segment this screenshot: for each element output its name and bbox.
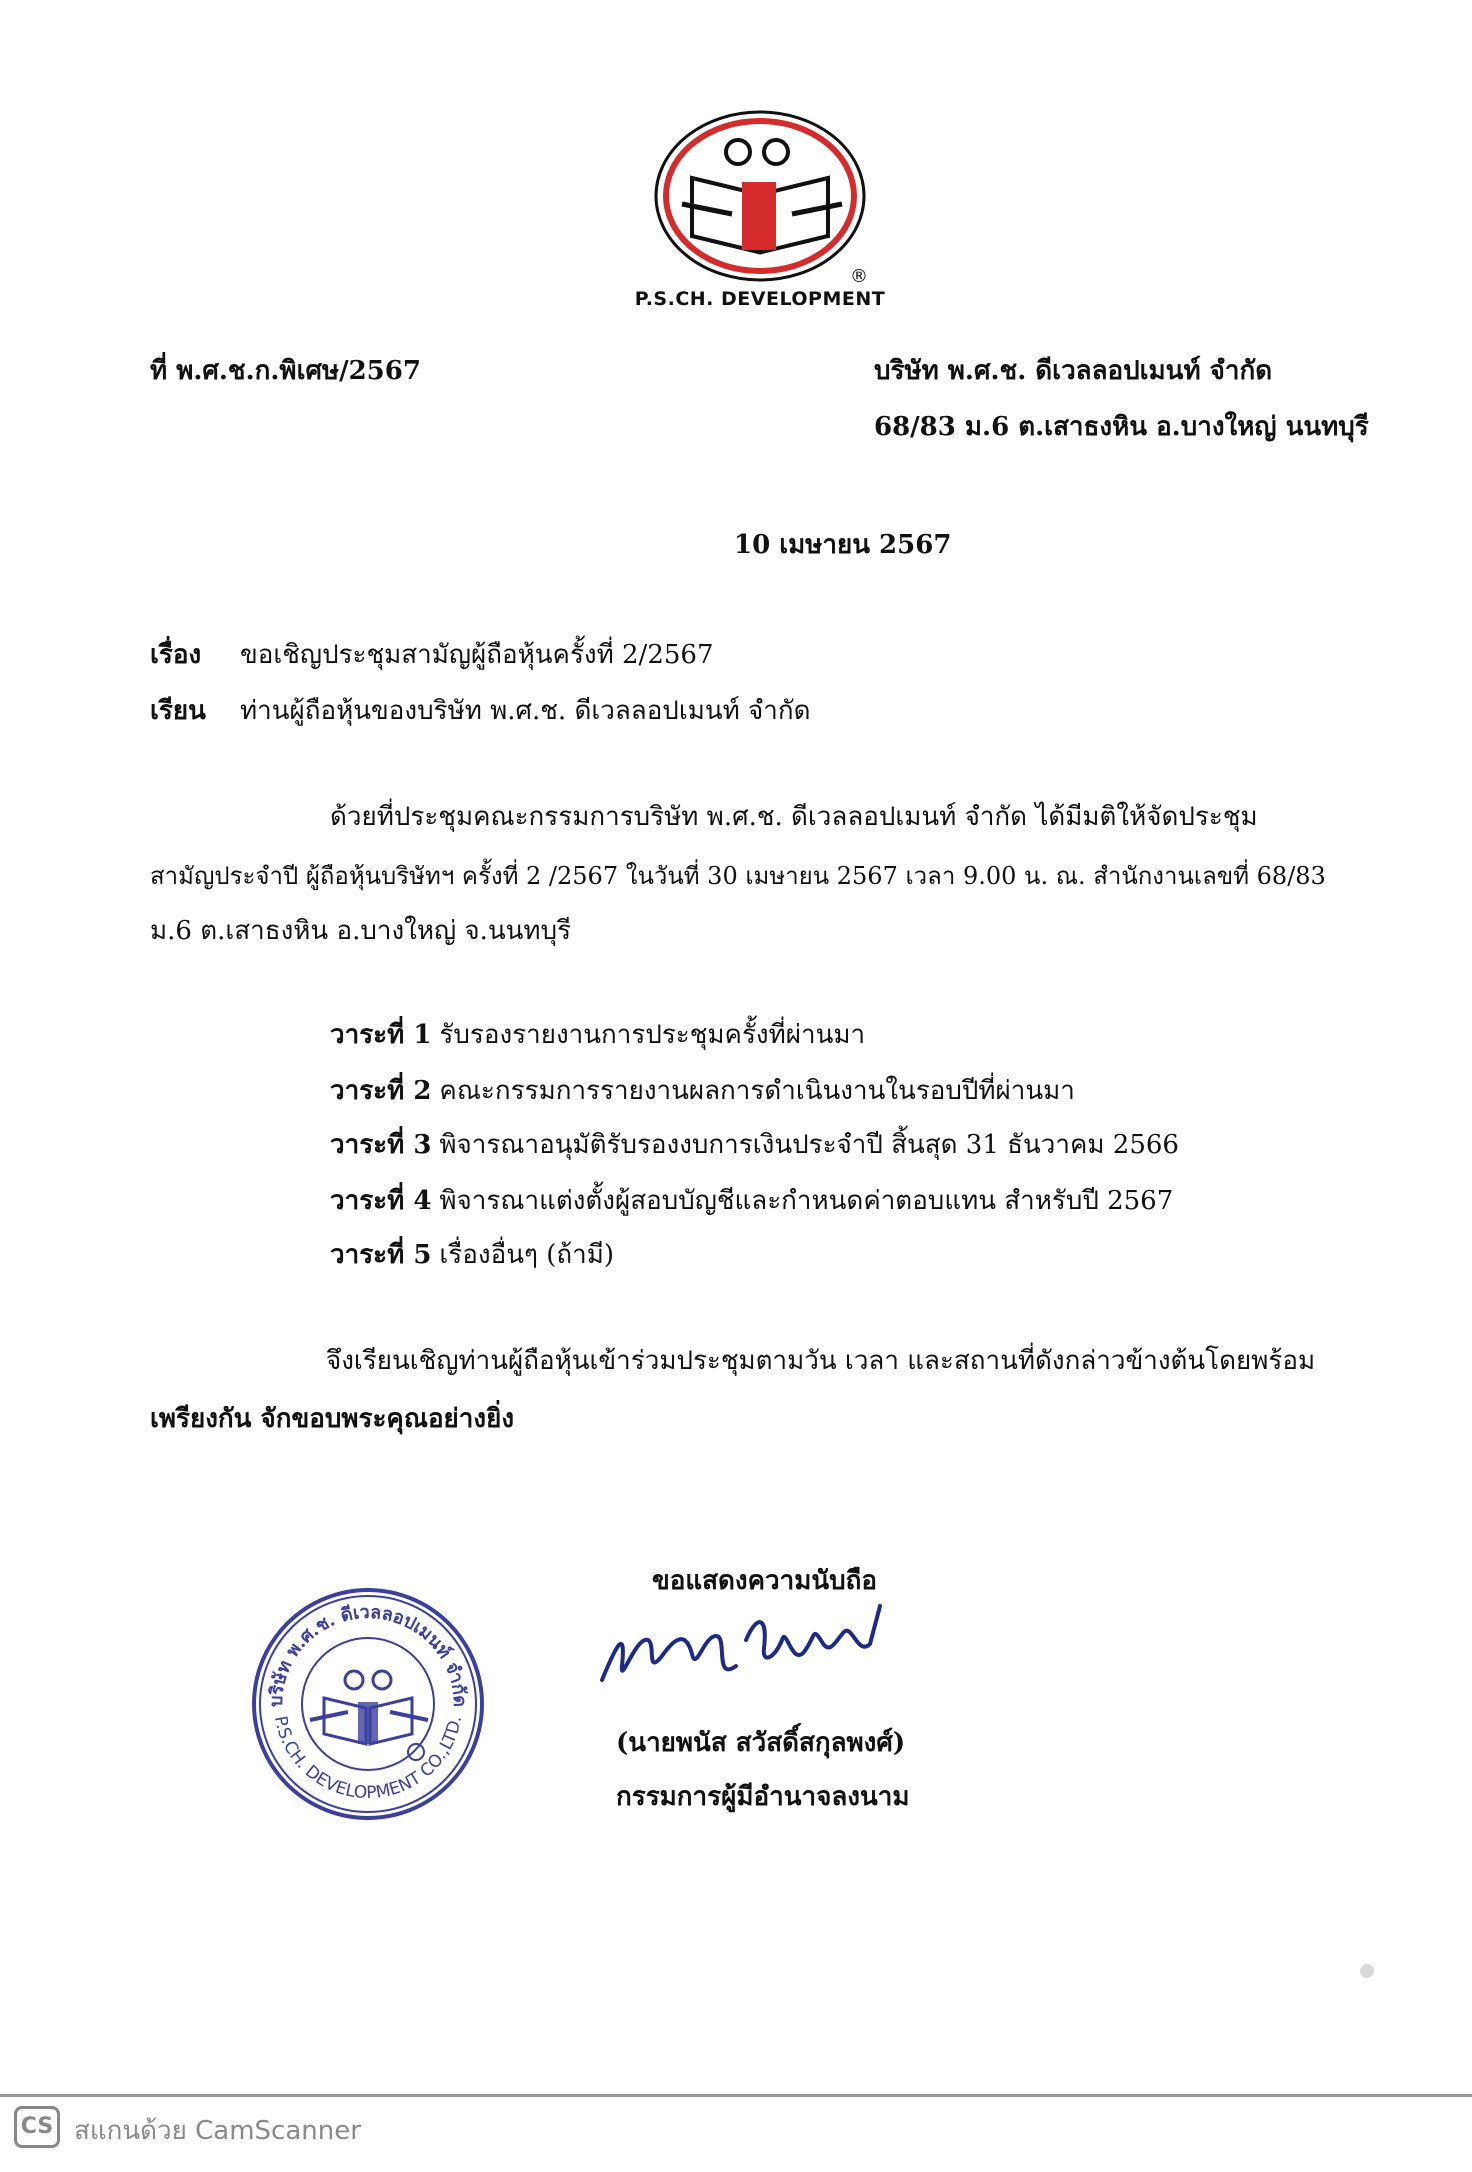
body-line-1: ด้วยที่ประชุมคณะกรรมการบริษัท พ.ศ.ช. ดีเวลลอปเมนท์ จำกัด ได้มีมติให้จัดประชุม [330, 802, 1258, 832]
signer-position: กรรมการผู้มีอำนาจลงนาม [616, 1782, 910, 1812]
handwritten-signature-icon [596, 1596, 886, 1706]
signature [596, 1596, 886, 1706]
reference-number: ที่ พ.ศ.ช.ก.พิเศษ/2567 [150, 356, 421, 386]
footer-divider [0, 2094, 1472, 2097]
body-line-2: สามัญประจำปี ผู้ถือหุ้นบริษัทฯ ครั้งที่ 2 /2567 ในวันที่ 30 เมษายน 2567 เวลา 9.00 น. ณ. สำนักงานเลขที่ 68/83 [150, 862, 1326, 890]
company-seal-stamp-icon [248, 1584, 488, 1824]
agenda-item [330, 1076, 1075, 1107]
agenda-item [330, 1240, 614, 1271]
closing-line-2: เพรียงกัน จักขอบพระคุณอย่างยิ่ง [150, 1404, 515, 1434]
camscanner-logo-icon: CS [14, 2106, 60, 2148]
company-name: บริษัท พ.ศ.ช. ดีเวลลอปเมนท์ จำกัด [874, 356, 1273, 386]
agenda-label: วาระที่ 5 [330, 1240, 432, 1270]
company-seal [248, 1584, 488, 1824]
camscanner-text: สแกนด้วย CamScanner [74, 2116, 361, 2146]
closing-line-1: จึงเรียนเชิญท่านผู้ถือหุ้นเข้าร่วมประชุมตามวัน เวลา และสถานที่ดังกล่าวข้างต้นโดยพร้อม [326, 1346, 1316, 1376]
agenda-label: วาระที่ 1 [330, 1020, 432, 1050]
letter-date: 10 เมษายน 2567 [734, 530, 952, 560]
registered-mark: ® [850, 266, 868, 287]
psch-book-logo-icon [652, 108, 868, 284]
regards-text: ขอแสดงความนับถือ [652, 1566, 877, 1596]
agenda-item [330, 1020, 865, 1051]
recipient-text: ท่านผู้ถือหุ้นของบริษัท พ.ศ.ช. ดีเวลลอปเมนท์ จำกัด [240, 696, 811, 726]
subject-label: เรื่อง [150, 640, 202, 670]
company-address: 68/83 ม.6 ต.เสาธงหิน อ.บางใหญ่ นนทบุรี [874, 412, 1369, 442]
agenda-label: วาระที่ 4 [330, 1186, 432, 1216]
agenda-text: รับรองรายงานการประชุมครั้งที่ผ่านมา [439, 1020, 866, 1050]
agenda-text: เรื่องอื่นๆ (ถ้ามี) [439, 1240, 614, 1270]
recipient-label: เรียน [150, 696, 206, 726]
agenda-item [330, 1130, 1179, 1161]
scan-speck [1360, 1964, 1374, 1978]
signer-name: (นายพนัส สวัสดิ์สกุลพงศ์) [616, 1728, 906, 1758]
subject-text: ขอเชิญประชุมสามัญผู้ถือหุ้นครั้งที่ 2/2567 [240, 640, 714, 670]
logo-caption: P.S.CH. DEVELOPMENT [634, 288, 886, 310]
body-line-3: ม.6 ต.เสาธงหิน อ.บางใหญ่ จ.นนทบุรี [150, 916, 572, 946]
company-logo [652, 108, 868, 284]
seal-top-text: บริษัท พ.ศ.ช. ดีเวลลอปเมนท์ จำกัด [265, 1601, 471, 1708]
agenda-item [330, 1186, 1173, 1217]
agenda-label: วาระที่ 2 [330, 1076, 432, 1106]
seal-bottom-text: P.S.CH. DEVELOPMENT CO.,LTD. [269, 1714, 467, 1804]
agenda-label: วาระที่ 3 [330, 1130, 432, 1160]
agenda-text: พิจารณาแต่งตั้งผู้สอบบัญชีและกำหนดค่าตอบแทน สำหรับปี 2567 [439, 1186, 1174, 1216]
agenda-text: คณะกรรมการรายงานผลการดำเนินงานในรอบปีที่ผ่านมา [439, 1076, 1075, 1106]
agenda-text: พิจารณาอนุมัติรับรองงบการเงินประจำปี สิ้นสุด 31 ธันวาคม 2566 [439, 1130, 1179, 1160]
